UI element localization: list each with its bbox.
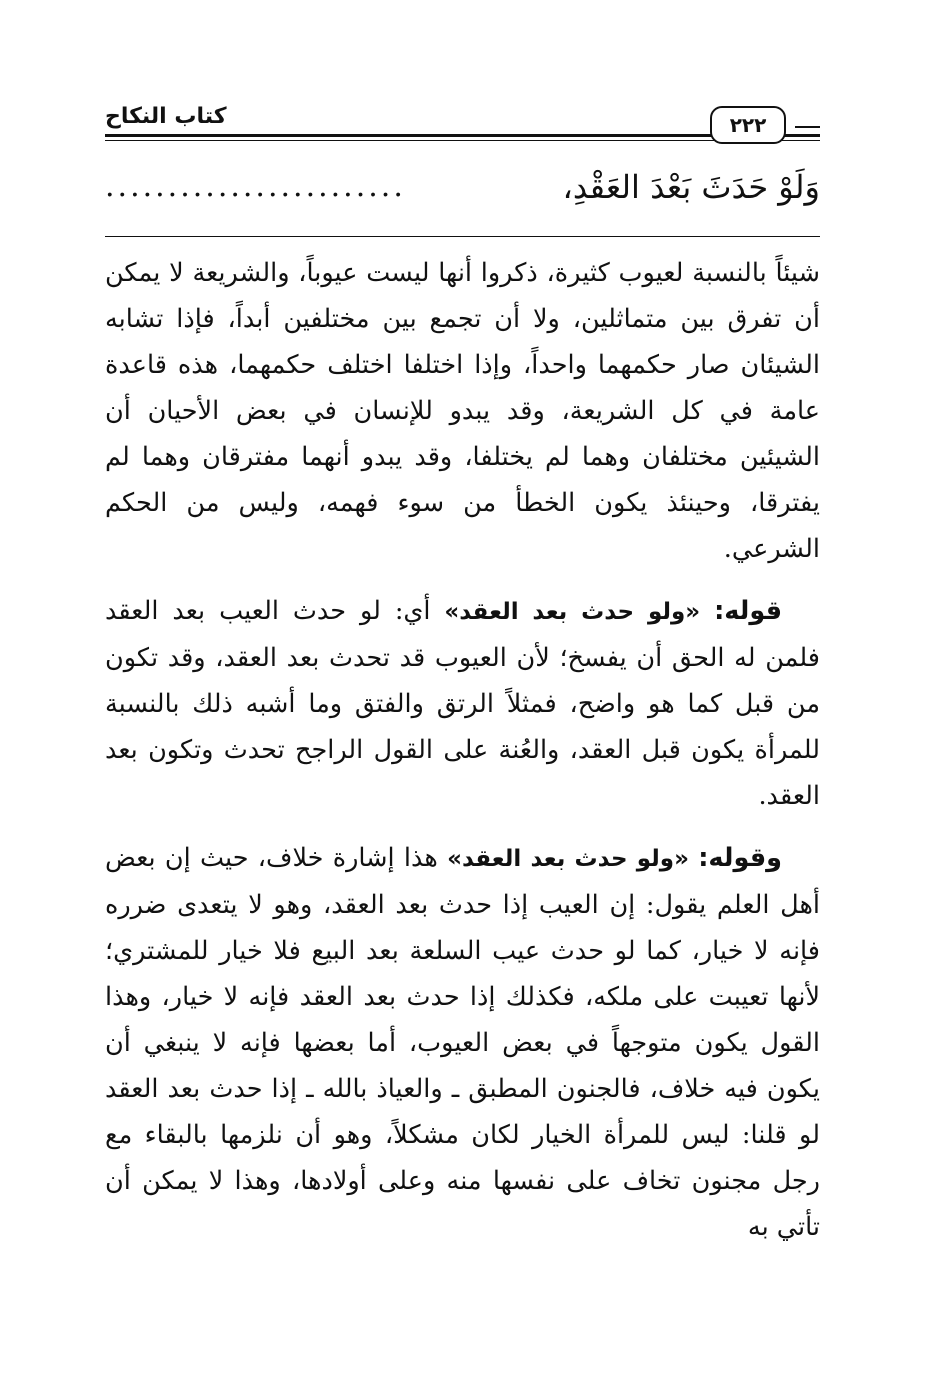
paragraph-text: أي: لو حدث العيب بعد العقد فلمن له الحق أن يفسخ؛ لأن العيوب قد تحدث بعد العقد، وقد تكون من قبل كما هو واضح، فمثلاً الرتق والفتق وما أشبه ذلك بالنسبة للمرأة يكون قبل العقد، والعُنة على القول الراجح تحدث وتكون بعد العقد.	[105, 596, 820, 811]
paragraph-text: شيئاً بالنسبة لعيوب كثيرة، ذكروا أنها ليست عيوباً، والشريعة لا يمكن أن تفرق بين متماثلين، ولا أن تجمع بين مختلفين أبداً، فإذا تشابه الشيئان صار حكمهما واحداً، وإذا اختلفا اختلف حكمهما، هذه قاعدة عامة في كل الشريعة، وقد يبدو للإنسان في بعض الأحيان أن الشيئين مختلفان وهما لم يختلفا، وقد يبدو أنهما مفترقان وهما لم يفترقا، وحينئذ يكون الخطأ من سوء فهمه، وليس من الحكم الشرعي.	[105, 258, 820, 564]
matn-quote: «ولو حدث بعد العقد»	[444, 599, 701, 625]
matn-separator	[105, 236, 820, 237]
running-header	[105, 100, 820, 148]
matn-line	[105, 160, 820, 216]
book-title: كتاب النكاح	[105, 104, 233, 129]
paragraph-2	[105, 588, 820, 819]
paragraph-lead: قوله:	[714, 596, 783, 626]
paragraph-1	[105, 250, 820, 572]
paragraph-3	[105, 835, 820, 1250]
page-number: ٢٢٢	[710, 106, 786, 144]
paragraph-text: هذا إشارة خلاف، حيث إن بعض أهل العلم يقول: إن العيب إذا حدث بعد العقد، وهو لا يتعدى ضرره فإنه لا خيار، كما لو حدث عيب السلعة بعد البيع فلا خيار للمشتري؛ لأنها تعيبت على ملكه، فكذلك إذا حدث بعد العقد فإنه لا خيار، وهذا القول يكون متوجهاً في بعض العيوب، أما بعضها فإنه لا ينبغي أن يكون فيه خلاف، فالجنون المطبق ـ والعياذ بالله ـ إذا حدث بعد العقد لو قلنا: ليس للمرأة الخيار لكان مشكلاً، وهو أن نلزمها بالبقاء مع رجل مجنون تخاف على نفسها منه وعلى أولادها، وهذا لا يمكن أن تأتي به	[105, 843, 820, 1242]
matn-quote: «ولو حدث بعد العقد»	[447, 846, 689, 872]
header-ornament	[795, 126, 820, 128]
commentary-body	[105, 250, 820, 1266]
matn-text: وَلَوْ حَدَثَ بَعْدَ العَقْدِ،	[562, 168, 820, 206]
paragraph-lead: وقوله:	[698, 843, 782, 873]
matn-dots: ........................	[105, 169, 406, 204]
